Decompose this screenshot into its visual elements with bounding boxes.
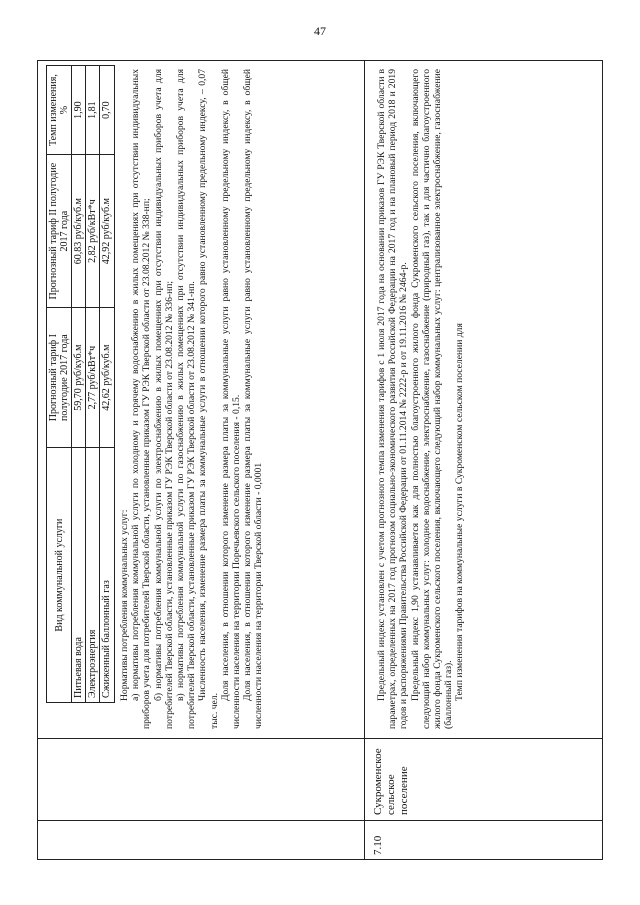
cell-tariff-h1: 2,77 руб/кВт*ч (86, 308, 100, 448)
paragraph: Темп изменения тарифов на коммунальные услуги в Сукроменском сельском поселении для (454, 323, 466, 701)
paragraph: б) нормативы потребления коммунальной услуги по электроснабжению в жилых помещениях при отсутствии индивидуальных приборов учета для потребителей Тверской области, установленные приказом ГУ РЭК Тверской области от 23.08.2012 № 336-нп; (152, 69, 175, 729)
cell-tariff-h2: 60,83 руб/куб.м (72, 155, 86, 308)
paragraph: в) нормативы потребления коммунальной услуги по газоснабжению в жилых помещениях при отсутствии индивидуальных приборов учета для потребителей Тверской области, установленные приказом ГУ РЭК Тверской области от 23.08.2012 № 341-нп. (175, 69, 198, 729)
cell-tariff-h1: 42,62 руб/куб.м (100, 308, 114, 448)
index-section (376, 69, 466, 729)
cell-change-rate: 0,70 (100, 66, 114, 155)
cell-service: Электроэнергия (86, 448, 100, 703)
rotated-page (37, 60, 603, 860)
paragraph: Предельный индекс установлен с учетом прогнозного темпа изменения тарифов с 1 июля 2017 года на основании приказов ГУ РЭК Тверской области в параметрах, определенных на 2017 год прогнозом социально-экономического развития Российской Федерации на 2017 год и на плановый период 2018 и 2019 годов и распоряжениями Правительства Российской Федерации от 01.11.2014 № 2222-р и от 19.11.2016 № 2464-р. (376, 69, 410, 729)
paragraph: Численность населения, изменение размера платы за коммунальные услуги в отношении которого равно установленному предельному индексу, – 0,07 тыс. чел. (197, 69, 220, 729)
cell-service: Питьевая вода (72, 448, 86, 703)
row-content-next (38, 65, 602, 737)
paragraph: Нормативы потребления коммунальных услуг: (119, 509, 130, 701)
cell-tariff-h2: 2,82 руб/кВт*ч (86, 155, 100, 308)
cell-change-rate: 1,81 (86, 66, 100, 155)
paragraph: Предельный индекс 1,90 устанавливается как для полностью благоустроенного жилого фонда Сукроменского сельского поселения, включающего следующий набор коммунальных услуг: холодное водоснабжение, электроснабжение, газоснабжение (природный газ), так и для частично благоустроенного жилого фонда Сукроменского сельского поселения, включающего следующий набор коммунальных услуг: централизованное электроснабжение, газоснабжение (баллонный газ). (409, 69, 455, 729)
column-divider (38, 820, 602, 821)
header-service: Вид коммунальной услуги (47, 448, 72, 703)
header-change-rate: Темп изменения, % (47, 66, 72, 155)
header-tariff-h2: Прогнозный тариф II полугодие 2017 года (47, 155, 72, 308)
paragraph: а) нормативы потребления коммунальной услуги по холодному и горячему водоснабжению в жилых помещениях при отсутствии индивидуальных приборов учета для потребителей Тверской области, установленные приказом ГУ РЭК Тверской области от 23.08.2012 № 338-нп; (130, 69, 153, 729)
page-number: 47 (314, 24, 326, 38)
header-tariff-h1: Прогнозный тариф I полугодие 2017 года (47, 308, 72, 448)
cell-tariff-h1: 59,70 руб/куб.м (72, 308, 86, 448)
settlement-name: Сукроменское сельское поселение (372, 748, 410, 815)
column-divider (38, 738, 602, 739)
paragraph: Доля населения, в отношении которого изменение размера платы за коммунальные услуги равно установленному предельному индексу, в общей численности населения на территории Поречьевского сельского поселения - 0,15. (219, 69, 243, 729)
cell-tariff-h2: 42,92 руб/куб.м (100, 155, 114, 308)
document-table-frame (37, 60, 603, 860)
row-number: 7.10 (372, 835, 384, 855)
cell-service: Сжиженный баллонный газ (100, 448, 114, 703)
paragraph: Доля населения, в отношении которого изменение размера платы за коммунальные услуги равно установленному предельному индексу, в общей численности населения на территории Тверской области - 0,0001 (242, 69, 265, 729)
cell-change-rate: 1,90 (72, 66, 86, 155)
